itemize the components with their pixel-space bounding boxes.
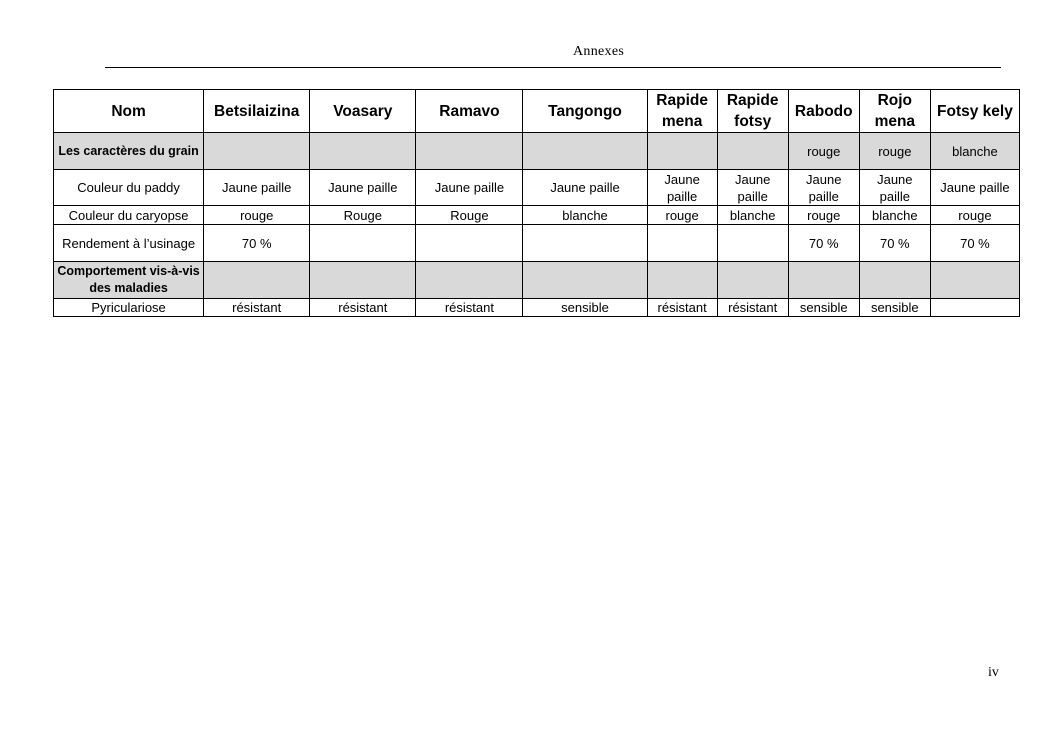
table-cell: Jaune paille — [647, 170, 717, 206]
table-cell: Jaune paille — [930, 170, 1019, 206]
table-row — [54, 262, 1020, 299]
table-cell: sensible — [788, 299, 859, 317]
table-cell: sensible — [859, 299, 930, 317]
table-cell — [930, 262, 1019, 299]
column-header: Tangongo — [523, 90, 647, 133]
table-cell: blanche — [523, 206, 647, 225]
table-cell: résistant — [416, 299, 523, 317]
table-cell — [523, 133, 647, 170]
table-cell — [717, 133, 788, 170]
table-cell: résistant — [204, 299, 310, 317]
table-cell — [859, 262, 930, 299]
table-cell: Jaune paille — [859, 170, 930, 206]
column-header: Rapide mena — [647, 90, 717, 133]
table-header-row — [54, 90, 1020, 133]
table-cell — [416, 225, 523, 262]
table-cell: 70 % — [859, 225, 930, 262]
table-cell: rouge — [788, 133, 859, 170]
table-cell — [930, 299, 1019, 317]
table-cell: résistant — [647, 299, 717, 317]
table-cell: 70 % — [204, 225, 310, 262]
column-header: Rapide fotsy — [717, 90, 788, 133]
table-cell — [647, 225, 717, 262]
table-cell: rouge — [859, 133, 930, 170]
table-cell — [647, 262, 717, 299]
table-row — [54, 170, 1020, 206]
table-row — [54, 225, 1020, 262]
table-cell: résistant — [717, 299, 788, 317]
table-cell: Jaune paille — [788, 170, 859, 206]
table-cell — [310, 262, 416, 299]
column-header: Fotsy kely — [930, 90, 1019, 133]
table-cell: blanche — [717, 206, 788, 225]
table-cell — [717, 225, 788, 262]
column-header: Nom — [54, 90, 204, 133]
table-cell — [523, 225, 647, 262]
row-label: Rendement à l’usinage — [54, 225, 204, 262]
column-header: Rabodo — [788, 90, 859, 133]
table-cell: rouge — [204, 206, 310, 225]
table-cell: Jaune paille — [416, 170, 523, 206]
table-cell — [310, 133, 416, 170]
column-header: Ramavo — [416, 90, 523, 133]
table-row — [54, 133, 1020, 170]
row-label: Couleur du paddy — [54, 170, 204, 206]
row-label: Les caractères du grain — [54, 133, 204, 170]
table-cell: Jaune paille — [204, 170, 310, 206]
rice-varieties-table — [53, 89, 1020, 317]
table-cell: sensible — [523, 299, 647, 317]
table-cell: Jaune paille — [523, 170, 647, 206]
table-cell — [788, 262, 859, 299]
page-number: iv — [988, 665, 999, 680]
column-header: Voasary — [310, 90, 416, 133]
table-row — [54, 299, 1020, 317]
row-label: Couleur du caryopse — [54, 206, 204, 225]
table-cell — [310, 225, 416, 262]
table-cell: rouge — [788, 206, 859, 225]
table-cell — [204, 262, 310, 299]
table-cell — [416, 133, 523, 170]
table-cell — [647, 133, 717, 170]
table-cell: 70 % — [930, 225, 1019, 262]
table-row — [54, 206, 1020, 225]
table-cell — [204, 133, 310, 170]
table-cell: blanche — [859, 206, 930, 225]
table-cell: blanche — [930, 133, 1019, 170]
page-header — [105, 44, 1001, 68]
column-header: Betsilaizina — [204, 90, 310, 133]
header-title: Annexes — [573, 44, 625, 59]
table-cell: Rouge — [310, 206, 416, 225]
table-cell: Jaune paille — [310, 170, 416, 206]
table-cell: Jaune paille — [717, 170, 788, 206]
table-cell — [523, 262, 647, 299]
table-cell: résistant — [310, 299, 416, 317]
column-header: Rojo mena — [859, 90, 930, 133]
table-cell: Rouge — [416, 206, 523, 225]
table-cell: 70 % — [788, 225, 859, 262]
table-cell — [717, 262, 788, 299]
row-label: Comportement vis-à-vis des maladies — [54, 262, 204, 299]
table-cell: rouge — [647, 206, 717, 225]
table-cell: rouge — [930, 206, 1019, 225]
table-cell — [416, 262, 523, 299]
row-label: Pyriculariose — [54, 299, 204, 317]
